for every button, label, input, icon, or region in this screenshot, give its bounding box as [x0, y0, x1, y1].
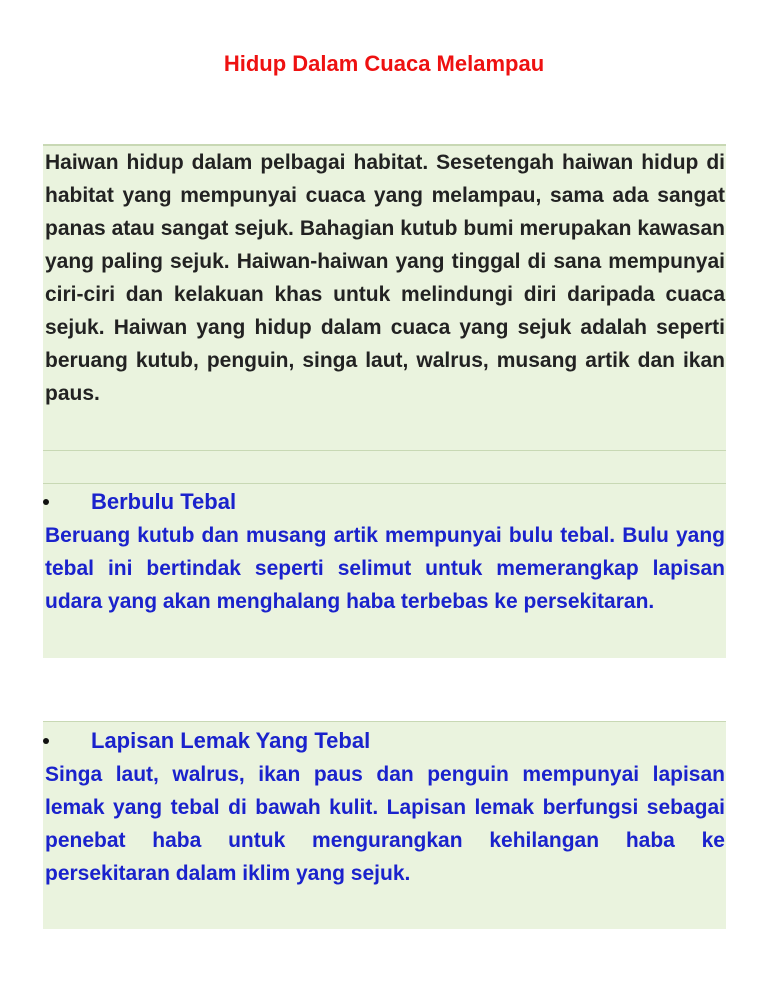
intro-paragraph: Haiwan hidup dalam pelbagai habitat. Sesetengah haiwan hidup di habitat yang mempunyai cuaca yang melampau, sama ada sangat panas atau sangat sejuk. Bahagian kutub bumi merupakan kawasan yang paling sejuk. Haiwan-haiwan yang tinggal di sana mempunyai ciri-ciri dan kelakuan khas untuk melindungi diri daripada cuaca sejuk. Haiwan yang hidup dalam cuaca yang sejuk adalah seperti beruang kutub, penguin, singa laut, walrus, musang artik dan ikan paus.	[45, 151, 725, 405]
section-heading-row	[43, 724, 723, 757]
section-heading-row	[43, 485, 723, 518]
rule-line	[43, 450, 726, 451]
section-body: Beruang kutub dan musang artik mempunyai bulu tebal. Bulu yang tebal ini bertindak seperti selimut untuk memerangkap lapisan udara yang akan menghalang haba terbebas ke persekitaran.	[45, 524, 725, 613]
page-title: Hidup Dalam Cuaca Melampau	[223, 51, 545, 76]
content-box-2	[43, 721, 726, 929]
bullet-dot-icon	[43, 738, 49, 744]
content-box-1	[43, 144, 726, 658]
rule-line	[43, 483, 726, 484]
section-body: Singa laut, walrus, ikan paus dan penguin mempunyai lapisan lemak yang tebal di bawah kulit. Lapisan lemak berfungsi sebagai penebat haba untuk mengurangkan kehilangan haba ke persekitaran dalam iklim yang sejuk.	[45, 763, 725, 885]
bullet-dot-icon	[43, 499, 49, 505]
section-heading: Berbulu Tebal	[91, 489, 237, 514]
section-heading: Lapisan Lemak Yang Tebal	[91, 728, 371, 753]
